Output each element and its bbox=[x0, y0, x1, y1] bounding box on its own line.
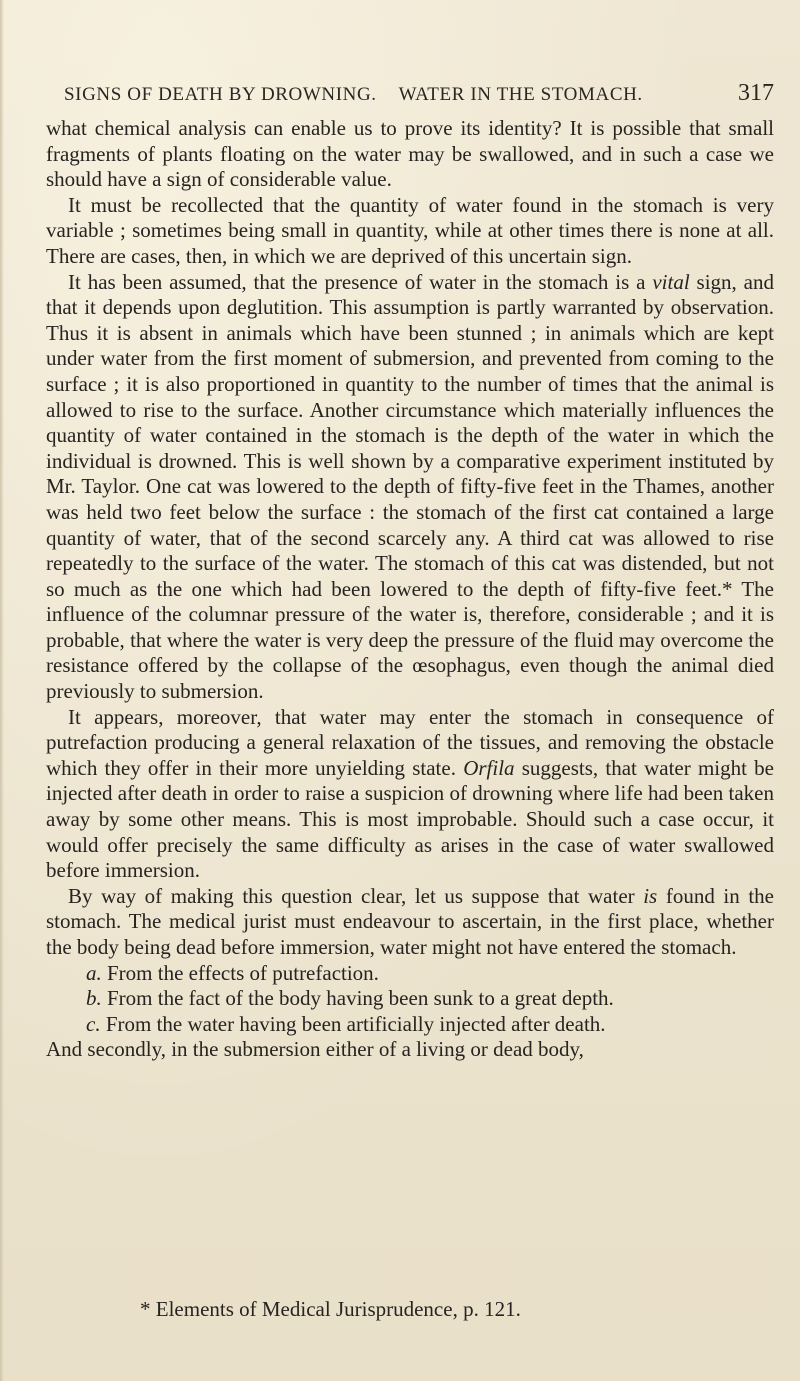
paragraph-5-part-b: found in the stomach. The medical jurist must endeavour to ascertain, in the first place, whether the body being dead before immersion, water might not have entered the stomach. bbox=[46, 883, 774, 959]
running-head-right: WATER IN THE STOMACH. bbox=[398, 84, 643, 105]
paragraph-5 bbox=[46, 884, 774, 961]
body-text bbox=[46, 116, 774, 1063]
list-item-c-text: From the water having been artificially injected after death. bbox=[105, 1011, 606, 1036]
paragraph-3 bbox=[46, 270, 774, 705]
footnote: * Elements of Medical Jurisprudence, p. 121. bbox=[140, 1297, 521, 1321]
paragraph-3-part-a: It has been assumed, that the presence of water in the stomach is a bbox=[68, 269, 653, 294]
page-edge-shadow bbox=[0, 0, 4, 1381]
paragraph-3-emphasis: vital bbox=[652, 269, 690, 294]
page-number: 317 bbox=[738, 80, 774, 106]
paragraph-5-part-a: By way of making this question clear, let us suppose that water bbox=[68, 883, 644, 908]
paragraph-4-part-a: It appears, moreover, that water may enter the stomach in consequence of putrefaction producing a general relaxation of the tissues, and removing the obstacle which they offer in their more unyielding state. bbox=[46, 704, 774, 780]
paragraph-6: And secondly, in the submersion either of a living or dead body, bbox=[46, 1037, 584, 1062]
paragraph-2: It must be recollected that the quantity of water found in the stomach is very variable ; sometimes being small in quantity, while at other times there is none at all. There are cases, then, in which we are deprived of this uncertain sign. bbox=[46, 192, 774, 268]
paragraph-1: what chemical analysis can enable us to prove its identity? It is possible that small fragments of plants floating on the water may be swallowed, and in such a case we should have a sign of considerable value. bbox=[46, 116, 774, 192]
paragraph-5-emphasis: is bbox=[643, 883, 658, 908]
paragraph-3-part-b: sign, and that it depends upon deglutition. This assumption is partly warranted by observation. Thus it is absent in animals which have been stunned ; in animals which are kept under water from the first moment of submersion, and prevented from coming to the surface ; it is also proportioned in quantity to the number of times that the animal is allowed to rise to the surface. Another circumstance which materially influences the quantity of water contained in the stomach is the depth of the water in which the individual is drowned. This is well shown by a comparative experiment instituted by Mr. Taylor. One cat was lowered to the depth of fifty-five feet in the Thames, another was held two feet below the surface : the stomach of the first cat contained a large quantity of water, that of the second scarcely any. A third cat was allowed to rise repeatedly to the surface of the water. The stomach of this cat was distended, but not so much as the one which had been lowered to the depth of fifty-five feet.* The influence of the columnar pressure of the water is, therefore, considerable ; and it is probable, that where the water is very deep the pressure of the fluid may overcome the resistance offered by the collapse of the œsophagus, even though the animal died previously to submersion. bbox=[46, 269, 775, 704]
list-item-b bbox=[46, 986, 774, 1012]
running-head-left: SIGNS OF DEATH BY DROWNING. bbox=[64, 84, 377, 105]
paragraph-4 bbox=[46, 705, 774, 884]
list-item-c bbox=[46, 1012, 774, 1038]
list-item-a-text: From the effects of putrefaction. bbox=[107, 960, 379, 985]
list-item-c-label: c. bbox=[86, 1011, 101, 1036]
list-item-b-text: From the fact of the body having been sunk to a great depth. bbox=[107, 986, 614, 1011]
paragraph-4-emphasis: Orfila bbox=[463, 755, 515, 780]
list-item-a bbox=[46, 961, 774, 987]
list-item-b-label: b. bbox=[86, 986, 102, 1011]
list-item-a-label: a. bbox=[86, 960, 102, 985]
paragraph-4-part-b: suggests, that water might be injected after death in order to raise a suspicion of drowning where life had been taken away by some other means. This is most improbable. Should such a case occur, it would offer precisely the same difficulty as arises in the case of water swallowed before immersion. bbox=[46, 755, 775, 883]
running-head bbox=[64, 84, 764, 106]
